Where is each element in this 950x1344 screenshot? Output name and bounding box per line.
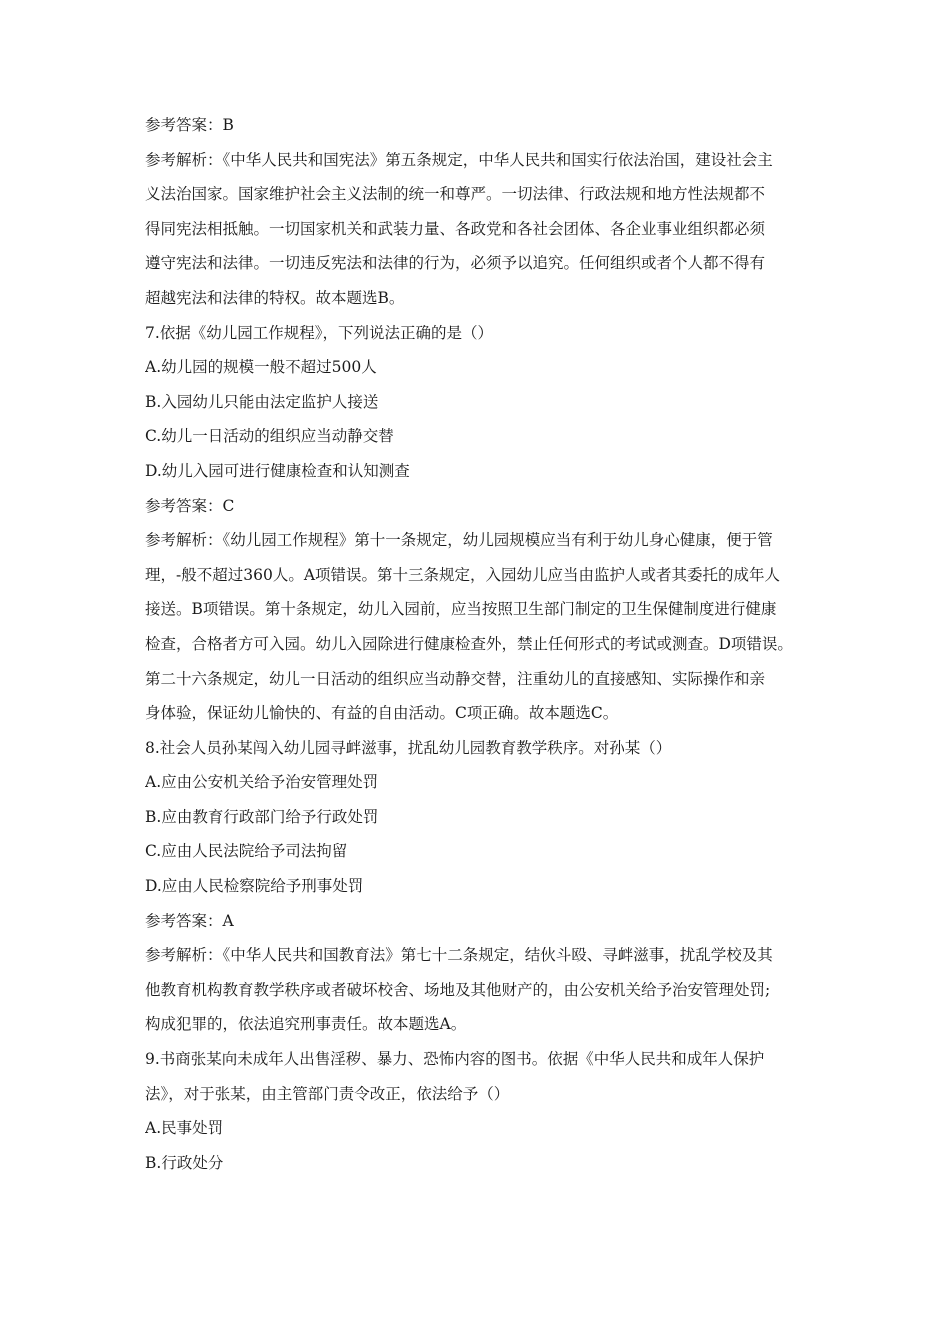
- q7-option-c: C.幼儿一日活动的组织应当动静交替: [145, 427, 394, 446]
- q7-question: 7.依据《幼儿园工作规程》，下列说法正确的是（）: [145, 323, 494, 342]
- question-line: 9.书商张某向未成年人出售淫秽、暴力、恐怖内容的图书。依据《中华人民共和成年人保护: [145, 1050, 765, 1069]
- analysis-line: 第二十六条规定，幼儿一日活动的组织应当动静交替，注重幼儿的直接感知、实际操作和亲: [145, 669, 766, 688]
- q9-question: [145, 1042, 810, 1111]
- analysis-line: 参考解析：《中华人民共和国宪法》第五条规定，中华人民共和国实行依法治国，建设社会主: [145, 150, 773, 169]
- q8-answer: 参考答案：A: [145, 911, 234, 930]
- q7-answer: 参考答案：C: [145, 496, 235, 515]
- analysis-line: 身体验，保证幼儿愉快的、有益的自由活动。C项正确。故本题选C。: [145, 704, 619, 723]
- q7-option-d: D.幼儿入园可进行健康检查和认知测查: [145, 461, 410, 480]
- q8-question: 8.社会人员孙某闯入幼儿园寻衅滋事，扰乱幼儿园教育教学秩序。对孙某（）: [145, 738, 672, 757]
- analysis-line: 检查，合格者方可入园。幼儿入园除进行健康检查外，禁止任何形式的考试或测查。D项错误。: [145, 634, 793, 653]
- analysis-line: 接送。B项错误。第十条规定，幼儿入园前，应当按照卫生部门制定的卫生保健制度进行健康: [145, 600, 777, 619]
- analysis-line: 他教育机构教育教学秩序或者破坏校舍、场地及其他财产的，由公安机关给予治安管理处罚;: [145, 980, 771, 999]
- q9-option-b: B.行政处分: [145, 1153, 224, 1172]
- analysis-line: 超越宪法和法律的特权。故本题选B。: [145, 288, 405, 307]
- q6-answer: 参考答案：B: [145, 116, 234, 134]
- analysis-line: 义法治国家。国家维护社会主义法制的统一和尊严。一切法律、行政法规和地方性法规都不: [145, 185, 766, 204]
- document-page: [145, 108, 810, 1180]
- q7-option-a: A.幼儿园的规模一般不超过500人: [145, 358, 377, 377]
- analysis-line: 参考解析：《幼儿园工作规程》第十一条规定，幼儿园规模应当有利于幼儿身心健康，便于管: [145, 531, 773, 550]
- q8-option-d: D.应由人民检察院给予刑事处罚: [145, 877, 364, 896]
- analysis-line: 得同宪法相抵触。一切国家机关和武装力量、各政党和各社会团体、各企业事业组织都必须: [145, 219, 766, 238]
- q6-analysis: [145, 143, 810, 316]
- question-line: 法》，对于张某，由主管部门责令改正，依法给予（）: [145, 1084, 510, 1103]
- analysis-line: 参考解析：《中华人民共和国教育法》第七十二条规定，结伙斗殴、寻衅滋事，扰乱学校及其: [145, 946, 773, 965]
- q8-analysis: [145, 938, 810, 1042]
- q8-option-c: C.应由人民法院给予司法拘留: [145, 842, 348, 861]
- analysis-line: 遵守宪法和法律。一切违反宪法和法律的行为，必须予以追究。任何组织或者个人都不得有: [145, 254, 766, 273]
- analysis-line: 构成犯罪的，依法追究刑事责任。故本题选A。: [145, 1015, 467, 1034]
- q9-option-a: A.民事处罚: [145, 1119, 224, 1138]
- q8-option-a: A.应由公安机关给予治安管理处罚: [145, 773, 379, 792]
- analysis-line: 理，-般不超过360人。A项错误。第十三条规定，入园幼儿应当由监护人或者其委托的成年人: [145, 565, 781, 584]
- q7-analysis: [145, 523, 810, 731]
- q8-option-b: B.应由教育行政部门给予行政处罚: [145, 807, 379, 826]
- q7-option-b: B.入园幼儿只能由法定监护人接送: [145, 392, 379, 411]
